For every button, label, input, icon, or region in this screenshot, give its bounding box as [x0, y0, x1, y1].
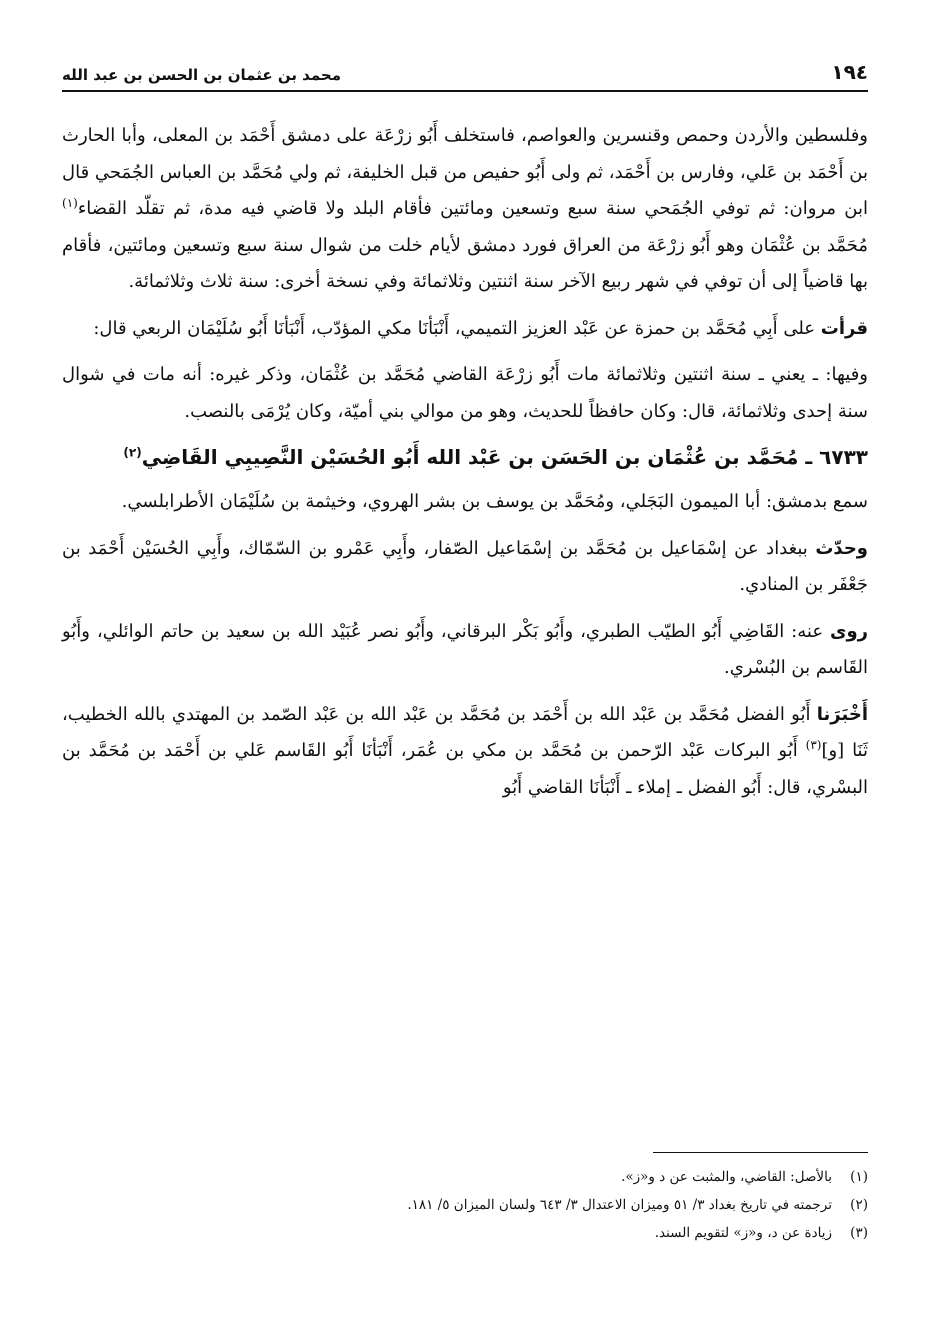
paragraph-text: عنه: القَاضِي أَبُو الطيّب الطبري، وأَبُو بَكْر البرقاني، وأَبُو نصر عُبَيْد الله بن سعيد بن حاتم الوائلي، وأَبُو القَاسم بن البُسْري.	[62, 620, 868, 678]
footnotes	[62, 1152, 868, 1247]
page-header	[62, 52, 868, 92]
running-title: محمد بن عثمان بن الحسن بن عبد الله	[62, 66, 342, 84]
paragraph	[62, 484, 868, 521]
paragraph-text: مُحَمَّد بن عُثْمَان وهو أَبُو زرْعَة من العراق فورد دمشق لأيام خلت من شوال سنة سبع وتسعين ومائتين، فأقام بها قاضياً إلى أن توفي في شهر ربيع الآخر سنة اثنتين وثلاثمائة وفي نسخة أخرى: سنة ثلاث وثلاثمائة.	[62, 234, 868, 292]
entry-heading	[62, 440, 868, 474]
footnote-text: بالأصل: القاضي، والمثبت عن د و«ز».	[621, 1169, 832, 1185]
entry-heading-text: ٦٧٣٣ ـ مُحَمَّد بن عُثْمَان بن الحَسَن بن عَبْد الله أَبُو الحُسَيْن النَّصِيبِي القَاضِي	[141, 445, 868, 469]
paragraph-lead-word: أَخْبَرَنا	[816, 703, 868, 725]
paragraph-text: أَبُو الفضل مُحَمَّد بن عَبْد الله بن أَحْمَد بن مُحَمَّد بن عَبْد الله بن عَبْد الصّمد بن المهتدي بالله الخطيب، ثَنَا [و]	[62, 703, 868, 761]
paragraph	[62, 614, 868, 687]
footnote-text: زيادة عن د، و«ز» لتقويم السند.	[654, 1225, 832, 1241]
paragraph-text: وفلسطين والأردن وحمص وقنسرين والعواصم، فاستخلف أَبُو زرْعَة على دمشق أَحْمَد بن المعلى، وأبا الحارث بن أَحْمَد بن عَلي، وفارس بن أَحْمَد، ثم ولى أَبُو حفيص من قبل الخليفة، ثم ولي مُحَمَّد بن العباس الجُمَحي قال ابن مروان: ثم توفي الجُمَحي سنة سبع وتسعين ومائتين فأقام البلد ولا قاضي فيه مدة، ثم تقلّد القضاء	[62, 125, 868, 219]
footnote-ref: (١)	[62, 196, 78, 210]
paragraph-lead-word: وحدّث	[815, 537, 868, 559]
paragraph-text: أَبُو البركات عَبْد الرّحمن بن مُحَمَّد بن مكي بن عُمَر، أَنْبَأنَا أَبُو القَاسم عَلي بن أَحْمَد بن مُحَمَّد بن البسْري، قال: أَبُو الفضل ـ إملاء ـ أَنْبَأنَا القاضي أَبُو	[62, 740, 868, 798]
footnote-ref: (٣)	[805, 738, 822, 752]
paragraph	[62, 697, 868, 807]
paragraph-lead-word: روى	[829, 620, 869, 642]
paragraph-text: ببغداد عن إسْمَاعيل بن مُحَمَّد بن إسْمَاعيل الصّفار، وأَبِي عَمْرو بن السّمّاك، وأَبِي الحُسَيْن أَحْمَد بن جَعْفَر بن المنادي.	[62, 537, 868, 595]
paragraph-lead-word: قرأت	[820, 317, 868, 339]
paragraph-text: وفيها: ـ يعني ـ سنة اثنتين وثلاثمائة مات أَبُو زرْعَة القاضي مُحَمَّد بن عُثْمَان، وذكر غيره: أنه مات في شوال سنة إحدى وثلاثمائة، قال: وكان حافظاً للحديث، وهو من موالي بني أميّة، وكان يُرْمَى بالنصب.	[62, 364, 868, 422]
footnote-number: (٣)	[850, 1225, 868, 1241]
footnote	[62, 1191, 868, 1219]
footnote-divider	[653, 1152, 868, 1153]
paragraph	[62, 311, 868, 348]
footnote	[62, 1163, 868, 1191]
footnote-text: ترجمته في تاريخ بغداد ٣/ ٥١ وميزان الاعتدال ٣/ ٦٤٣ ولسان الميزان ٥/ ١٨١.	[407, 1197, 832, 1213]
footnote-ref: (٢)	[123, 445, 142, 460]
footnote-number: (٢)	[850, 1197, 868, 1213]
page-body	[62, 118, 868, 806]
paragraph	[62, 531, 868, 604]
footnote-number: (١)	[850, 1169, 868, 1185]
paragraph-text: على أَبِي مُحَمَّد بن حمزة عن عَبْد العزيز التميمي، أَنْبَأنَا مكي المؤدّب، أَنْبَأنَا أَبُو سُلَيْمَان الربعي قال:	[93, 317, 821, 339]
page-number: ١٩٤	[831, 60, 868, 84]
paragraph-text: سمع بدمشق: أبا الميمون البَجَلي، ومُحَمَّد بن يوسف بن بشر الهروي، وخيثمة بن سُلَيْمَان الأطرابلسي.	[121, 491, 868, 512]
paragraph	[62, 118, 868, 301]
footnote	[62, 1219, 868, 1247]
book-page	[62, 52, 868, 1302]
paragraph	[62, 357, 868, 430]
